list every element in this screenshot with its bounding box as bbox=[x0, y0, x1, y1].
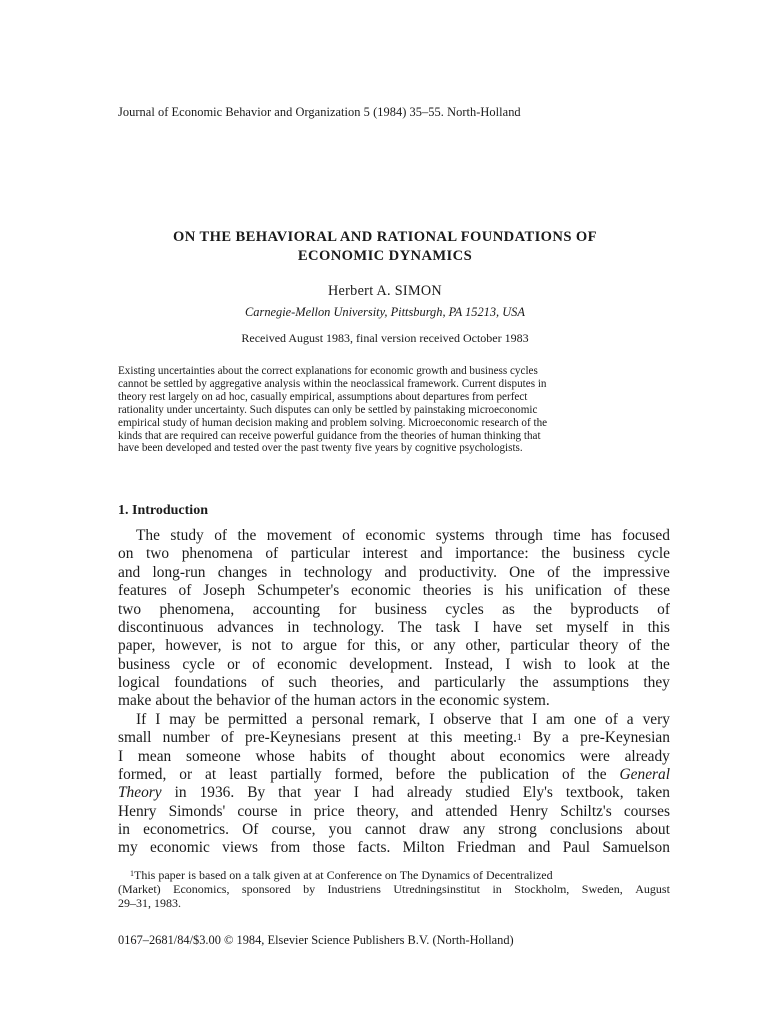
word: particularly bbox=[434, 674, 506, 691]
word: may bbox=[169, 710, 196, 728]
word: paper, bbox=[118, 637, 156, 655]
word: or bbox=[410, 637, 424, 655]
body-line bbox=[118, 748, 670, 766]
word: from bbox=[270, 839, 301, 857]
word: One bbox=[509, 563, 535, 581]
abstract-line: cannot be settled by aggregative analysis within the neoclassical framework. Current disputes in bbox=[118, 377, 547, 390]
body-line bbox=[118, 637, 670, 655]
word: Industriens bbox=[327, 882, 381, 897]
word: as bbox=[502, 600, 515, 618]
word: of bbox=[220, 729, 234, 747]
word: sponsored bbox=[241, 882, 291, 897]
word: discontinuous bbox=[118, 618, 204, 636]
title-line-2: ECONOMIC DYNAMICS bbox=[297, 248, 473, 264]
word: cycle bbox=[182, 655, 215, 673]
received-dates: Received August 1983, final version received October 1983 bbox=[241, 331, 529, 345]
word: courses bbox=[623, 802, 670, 820]
word: observe bbox=[443, 710, 492, 728]
abstract-line: Existing uncertainties about the correct explanations for economic growth and business cycles bbox=[118, 365, 538, 377]
word: were bbox=[579, 747, 610, 765]
word: and bbox=[420, 545, 443, 563]
word: Simonds' bbox=[168, 802, 226, 820]
word: not bbox=[251, 637, 272, 655]
word: or bbox=[179, 765, 193, 783]
word: Schiltz's bbox=[560, 802, 612, 820]
word: for bbox=[346, 637, 365, 655]
word: is bbox=[231, 637, 242, 655]
word: task bbox=[435, 618, 461, 636]
word: in bbox=[492, 882, 502, 897]
word: pre-Keynesian bbox=[580, 729, 670, 747]
body-line bbox=[118, 656, 670, 674]
word: of bbox=[178, 582, 192, 600]
body-line bbox=[118, 601, 670, 619]
word: conclusions bbox=[549, 821, 623, 838]
word: economic bbox=[439, 692, 500, 710]
word: a bbox=[626, 710, 634, 728]
word: to bbox=[563, 655, 576, 673]
word: interest bbox=[362, 545, 408, 563]
word: Ely's bbox=[522, 784, 553, 802]
word: If bbox=[136, 710, 147, 728]
word: study bbox=[170, 527, 204, 544]
word: about bbox=[635, 821, 670, 838]
footnote-mark: 1 bbox=[130, 869, 134, 878]
word: the bbox=[541, 545, 561, 563]
word: that bbox=[500, 710, 524, 728]
word: draw bbox=[419, 821, 450, 838]
word: The bbox=[136, 527, 160, 544]
word: these bbox=[638, 582, 670, 600]
word: other, bbox=[465, 637, 501, 655]
word: in bbox=[400, 692, 413, 710]
word: I bbox=[353, 784, 359, 802]
abstract bbox=[118, 365, 652, 455]
word: and bbox=[410, 802, 434, 820]
word: advances bbox=[217, 618, 274, 636]
word: cycle bbox=[637, 545, 670, 563]
word: the bbox=[237, 527, 257, 544]
word: human bbox=[313, 692, 356, 710]
word: I bbox=[429, 710, 435, 728]
word: of bbox=[361, 747, 374, 765]
word: economic bbox=[277, 655, 337, 673]
word: formed, bbox=[334, 765, 383, 783]
word: of bbox=[613, 582, 627, 600]
word: Of bbox=[242, 821, 259, 838]
word: Paul bbox=[562, 839, 591, 857]
word: by bbox=[303, 882, 316, 897]
body-line bbox=[118, 527, 670, 545]
word: one bbox=[573, 710, 597, 728]
word: changes bbox=[217, 563, 268, 581]
abstract-line: kinds that are required can receive powerful guidance from the theories of human thinking that bbox=[118, 429, 541, 442]
word: the bbox=[533, 600, 553, 618]
word: to bbox=[281, 637, 294, 655]
word: cycles bbox=[445, 600, 484, 618]
word: mean bbox=[137, 747, 172, 765]
word: Samuelson bbox=[602, 839, 670, 857]
word: facts. bbox=[357, 839, 391, 857]
word: of bbox=[265, 545, 279, 563]
body-line bbox=[118, 803, 670, 821]
word: Utredningsinstitut bbox=[393, 882, 480, 897]
body-line bbox=[118, 839, 670, 857]
word: at bbox=[407, 729, 419, 747]
word: textbook, bbox=[565, 784, 624, 802]
word: Stockholm, bbox=[514, 882, 570, 897]
word: that bbox=[278, 784, 302, 802]
word: small bbox=[118, 729, 152, 747]
word: economic bbox=[365, 527, 426, 544]
word: time bbox=[553, 527, 581, 544]
body-line bbox=[118, 582, 670, 600]
word: number bbox=[162, 729, 210, 747]
word: in bbox=[279, 563, 292, 581]
word: in bbox=[118, 821, 130, 838]
word: two bbox=[118, 600, 142, 618]
word: someone bbox=[185, 747, 241, 765]
author-affiliation: Carnegie-Mellon University, Pittsburgh, PA 15213, USA bbox=[245, 305, 525, 319]
word: cannot bbox=[364, 821, 406, 838]
word: I bbox=[474, 618, 480, 636]
word: of bbox=[547, 563, 560, 581]
word: Economics, bbox=[173, 882, 230, 897]
word: views bbox=[222, 839, 259, 857]
body-line bbox=[118, 564, 670, 582]
word: By bbox=[247, 784, 266, 802]
word: particular bbox=[510, 637, 570, 655]
word: at bbox=[627, 655, 639, 673]
body-text bbox=[118, 527, 670, 858]
word: Henry bbox=[509, 802, 549, 820]
word: through bbox=[494, 527, 543, 544]
footnote-text: This paper is based on a talk given at at Conference on The Dynamics of Decentralized bbox=[134, 868, 553, 882]
word: economic bbox=[351, 582, 411, 600]
author-name: Herbert A. SIMON bbox=[328, 283, 442, 299]
word: in bbox=[621, 618, 634, 636]
word: system. bbox=[503, 692, 550, 710]
word: personal bbox=[311, 710, 364, 728]
word: any bbox=[462, 821, 486, 838]
word: be bbox=[204, 710, 220, 728]
title-line-1: ON THE BEHAVIORAL AND RATIONAL FOUNDATIONS OF bbox=[173, 229, 597, 245]
word: phenomena, bbox=[159, 600, 235, 618]
word: of bbox=[214, 527, 228, 544]
word: about bbox=[155, 692, 190, 710]
word: unification bbox=[535, 582, 602, 600]
word: year bbox=[314, 784, 341, 802]
word: Milton bbox=[402, 839, 445, 857]
word: byproducts bbox=[570, 600, 639, 618]
word: in bbox=[174, 784, 187, 802]
word: argue bbox=[303, 637, 337, 655]
word: of bbox=[562, 765, 575, 783]
word: however, bbox=[165, 637, 222, 655]
word: impressive bbox=[603, 563, 670, 581]
word: about bbox=[450, 747, 485, 765]
body-line bbox=[118, 692, 670, 710]
body-line-with-footnote-ref bbox=[118, 729, 670, 747]
word: for bbox=[338, 600, 357, 618]
section-heading-introduction: 1. Introduction bbox=[118, 503, 208, 518]
word: least bbox=[229, 765, 258, 783]
word: Instead, bbox=[444, 655, 494, 673]
word: the bbox=[291, 692, 310, 710]
word: of bbox=[252, 655, 265, 673]
footnote-1 bbox=[118, 868, 670, 911]
word: studied bbox=[465, 784, 510, 802]
word: the bbox=[519, 674, 539, 691]
body-line bbox=[118, 545, 670, 563]
word: of bbox=[274, 692, 288, 710]
footnote-text: 29–31, 1983. bbox=[118, 896, 181, 911]
word: assumptions bbox=[552, 674, 630, 691]
word: business bbox=[374, 600, 427, 618]
word: The bbox=[397, 618, 422, 636]
word: publication bbox=[479, 765, 550, 783]
body-line-with-italic bbox=[118, 784, 670, 802]
word: development. bbox=[349, 655, 433, 673]
word: movement bbox=[266, 527, 332, 544]
word: theories bbox=[422, 582, 472, 600]
word: of bbox=[657, 600, 670, 618]
word: already bbox=[407, 784, 453, 802]
word: the bbox=[416, 692, 436, 710]
abstract-line: empirical study of human decision making and problem solving. Microeconomic research of the bbox=[118, 416, 548, 429]
word: a bbox=[562, 729, 569, 747]
word: set bbox=[535, 618, 553, 636]
word: course bbox=[237, 802, 278, 820]
word: in bbox=[289, 802, 302, 820]
word: economic bbox=[149, 839, 210, 857]
word: a bbox=[296, 710, 303, 728]
word: remark, bbox=[372, 710, 421, 728]
word: features bbox=[118, 582, 167, 600]
word: wish bbox=[522, 655, 552, 673]
word: economics bbox=[499, 747, 566, 765]
word: the bbox=[587, 765, 607, 783]
body-line bbox=[118, 674, 670, 692]
word: this, bbox=[374, 637, 401, 655]
word: habits bbox=[309, 747, 347, 765]
word: behavior bbox=[216, 692, 271, 710]
word: Sweden, bbox=[581, 882, 623, 897]
word: they bbox=[643, 674, 670, 691]
word: 1936. bbox=[199, 784, 235, 802]
word: Joseph bbox=[203, 582, 246, 600]
word: (Market) bbox=[118, 882, 161, 897]
word: whose bbox=[255, 747, 295, 765]
word: meeting.$^1$ bbox=[463, 729, 522, 747]
word: I bbox=[155, 710, 161, 728]
body-line bbox=[118, 619, 670, 637]
word: make bbox=[118, 692, 152, 710]
word: the bbox=[651, 655, 670, 673]
word: partially bbox=[270, 765, 322, 783]
word: focused bbox=[622, 527, 670, 544]
word: business bbox=[118, 655, 171, 673]
footnote-line bbox=[118, 868, 670, 882]
word: technology bbox=[303, 563, 373, 581]
word: econometrics. bbox=[143, 821, 230, 838]
word: I bbox=[532, 710, 538, 728]
word: such bbox=[288, 674, 317, 691]
word: the bbox=[572, 563, 591, 581]
body-line bbox=[118, 711, 670, 729]
word: of bbox=[261, 674, 275, 691]
abstract-line: have been developed and tested over the past twenty five years by cognitive psychologists. bbox=[118, 442, 523, 455]
word: Schumpeter's bbox=[256, 582, 340, 600]
word: formed, bbox=[118, 765, 167, 783]
word: of bbox=[342, 527, 355, 544]
word: accounting bbox=[252, 600, 321, 618]
word: theories, bbox=[330, 674, 384, 691]
body-line-with-italic bbox=[118, 766, 670, 784]
word: on bbox=[118, 545, 134, 563]
word: pre-Keynesians bbox=[245, 729, 341, 747]
word: foundations bbox=[174, 674, 247, 691]
word: attended bbox=[445, 802, 498, 820]
word: theory, bbox=[356, 802, 399, 820]
word: my bbox=[118, 839, 138, 857]
footnote-line bbox=[118, 882, 670, 896]
word: before bbox=[395, 765, 436, 783]
word: permitted bbox=[228, 710, 288, 728]
word: technology. bbox=[312, 618, 385, 636]
word: strong bbox=[498, 821, 537, 838]
journal-citation: Journal of Economic Behavior and Organization 5 (1984) 35–55. North-Holland bbox=[118, 105, 521, 119]
abstract-line: theory rest largely on ad hoc, casually empirical, assumptions about departures from perfect bbox=[118, 390, 528, 403]
word: or bbox=[227, 655, 240, 673]
word: his bbox=[505, 582, 524, 600]
word: theory bbox=[579, 637, 619, 655]
word: price bbox=[313, 802, 345, 820]
word: long-run bbox=[152, 563, 206, 581]
footnote-line bbox=[118, 896, 670, 910]
word: business bbox=[572, 545, 625, 563]
word: systems bbox=[435, 527, 485, 544]
word: and bbox=[528, 839, 551, 857]
copyright-line: 0167–2681/84/$3.00 © 1984, Elsevier Science Publishers B.V. (North-Holland) bbox=[118, 933, 514, 947]
footnote-ref-1[interactable]: 1 bbox=[517, 732, 522, 743]
article-title bbox=[118, 228, 652, 266]
word: and bbox=[384, 563, 407, 581]
word: had bbox=[371, 784, 395, 802]
word: of bbox=[628, 637, 642, 655]
word: I bbox=[505, 655, 511, 673]
word: present bbox=[352, 729, 397, 747]
word: of bbox=[605, 710, 618, 728]
italic-book-title: Theory bbox=[118, 784, 162, 802]
word: By bbox=[532, 729, 551, 747]
word: phenomena bbox=[181, 545, 253, 563]
word: you bbox=[328, 821, 352, 838]
footnote-first-line bbox=[130, 868, 553, 882]
word: and bbox=[397, 674, 421, 691]
word: and bbox=[118, 563, 141, 581]
word: myself bbox=[566, 618, 609, 636]
word: has bbox=[591, 527, 612, 544]
word: August bbox=[635, 882, 670, 897]
word: very bbox=[642, 710, 670, 728]
word: already bbox=[624, 747, 670, 765]
word: importance: bbox=[455, 545, 529, 563]
word: logical bbox=[118, 674, 160, 691]
word: Henry bbox=[118, 802, 157, 820]
word: taken bbox=[636, 784, 670, 802]
word: Friedman bbox=[456, 839, 516, 857]
word: thought bbox=[388, 747, 436, 765]
italic-book-title: General bbox=[619, 765, 670, 783]
word: have bbox=[492, 618, 522, 636]
word: course, bbox=[271, 821, 316, 838]
word: the bbox=[193, 692, 213, 710]
word: in bbox=[287, 618, 300, 636]
word: the bbox=[651, 637, 670, 655]
word: this bbox=[647, 618, 670, 636]
word: particular bbox=[290, 545, 350, 563]
word: those bbox=[312, 839, 346, 857]
body-line bbox=[118, 821, 670, 839]
word: two bbox=[146, 545, 170, 563]
word: any bbox=[433, 637, 456, 655]
word: is bbox=[483, 582, 494, 600]
word: look bbox=[588, 655, 616, 673]
word: productivity. bbox=[418, 563, 497, 581]
word: am bbox=[546, 710, 565, 728]
word: this bbox=[430, 729, 453, 747]
abstract-line: rationality under uncertainty. Such disputes can only be settled by painstaking microeconomic bbox=[118, 403, 538, 416]
word: I bbox=[118, 747, 124, 765]
word: the bbox=[448, 765, 467, 783]
word: actors bbox=[359, 692, 397, 710]
word: at bbox=[205, 765, 217, 783]
